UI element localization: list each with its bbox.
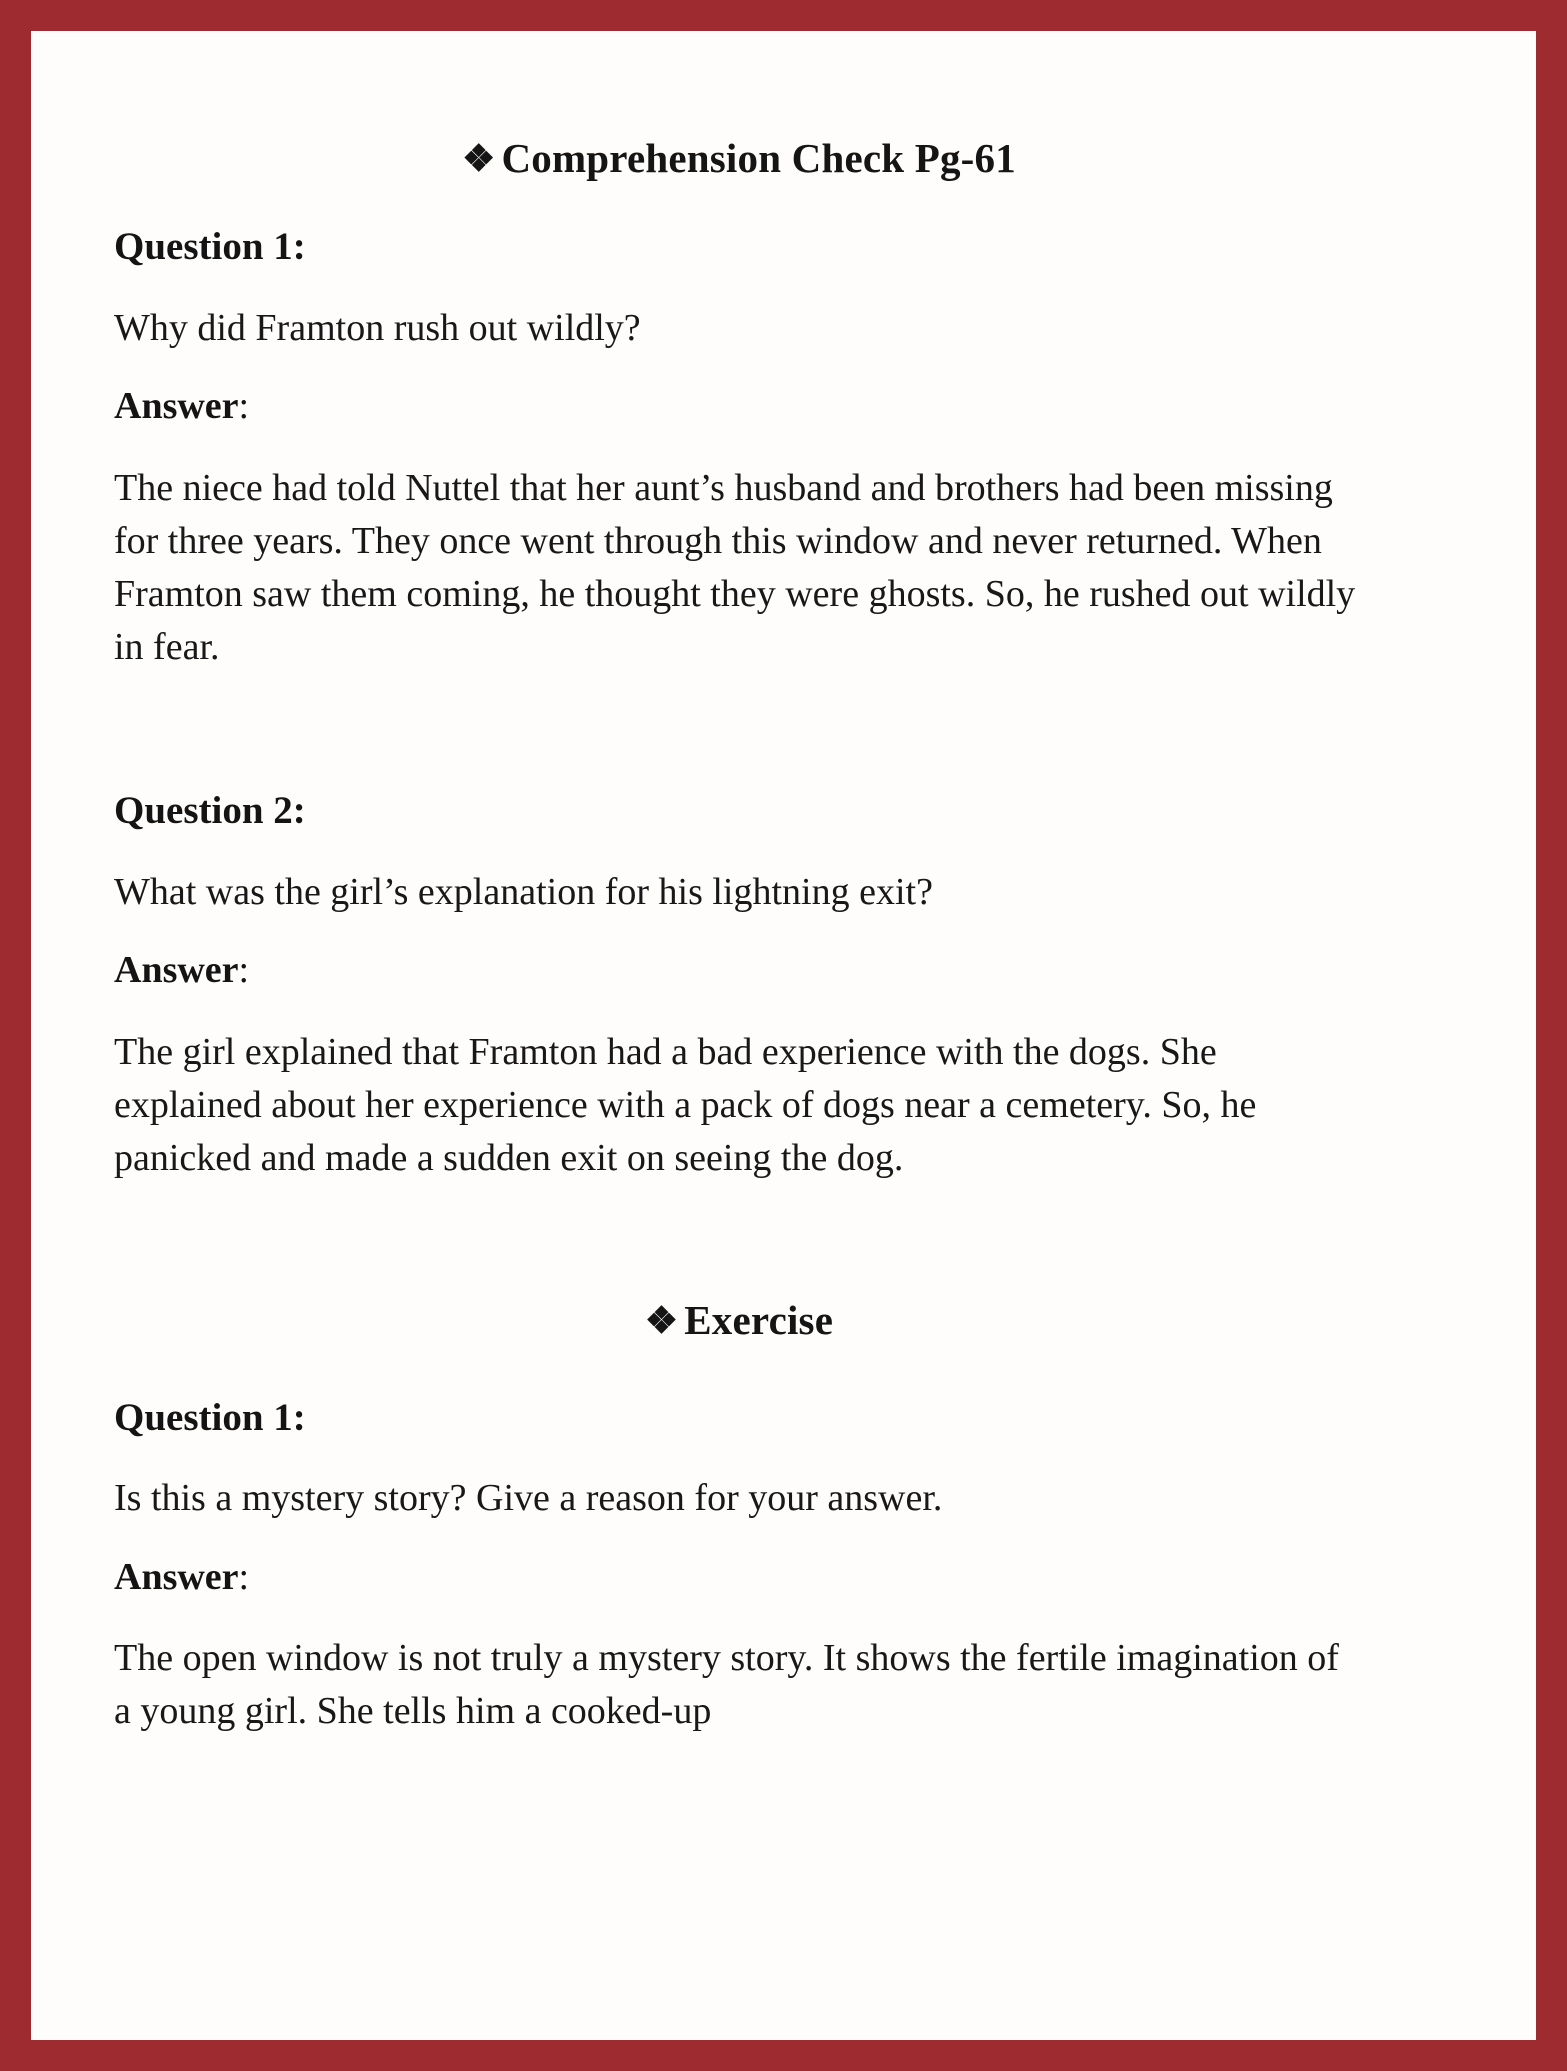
- answer-label-colon: :: [238, 385, 250, 428]
- diamond-bullet-icon: ❖: [644, 1301, 679, 1343]
- section-heading-text: Comprehension Check Pg-61: [501, 135, 1016, 181]
- spacer: [114, 1347, 1364, 1393]
- spacer: [114, 674, 1364, 786]
- answer-label-word: Answer: [114, 1555, 239, 1598]
- spacer: [114, 1443, 1364, 1473]
- spacer: [114, 1602, 1364, 1632]
- exercise-question-label-1: Question 1:: [114, 1395, 306, 1439]
- spacer: [114, 1185, 1364, 1295]
- spacer: [114, 996, 1364, 1026]
- answer-text-2: The girl explained that Framton had a bad experience with the dogs. She explained about her experience with a pack of dogs near a cemetery. So, he panicked and made a sudden exit on seeing the dog.: [114, 1030, 1257, 1180]
- document-content: [114, 91, 1364, 1738]
- answer-label-colon: :: [238, 1555, 250, 1598]
- spacer: [114, 354, 1364, 382]
- exercise-answer-label-1: [114, 1553, 1364, 1602]
- section-heading-text: Exercise: [684, 1297, 834, 1344]
- exercise-question-text-1: Is this a mystery story? Give a reason for your answer.: [114, 1477, 943, 1520]
- question-label-1: Question 1:: [114, 225, 306, 269]
- question-text-1: Why did Framton rush out wildly?: [114, 306, 641, 349]
- spacer: [114, 432, 1364, 462]
- answer-label-word: Answer: [114, 949, 239, 992]
- answer-text-1: The niece had told Nuttel that her aunt’s husband and brothers had been missing for three years. They once went through this window and never returned. When Framton saw them coming, he thought they were ghosts. So, he rushed out wildly in fear.: [114, 466, 1356, 669]
- question-label-2: Question 2:: [114, 789, 306, 833]
- spacer: [114, 1525, 1364, 1553]
- answer-label-colon: :: [238, 949, 250, 992]
- answer-label-1: [114, 382, 1364, 431]
- spacer: [114, 918, 1364, 946]
- page-surface: [31, 31, 1536, 2040]
- answer-label-word: Answer: [114, 385, 239, 428]
- exercise-answer-text-1: The open window is not truly a mystery story. It shows the fertile imagination of a young girl. She tells him a cooked-up: [114, 1636, 1339, 1733]
- diamond-bullet-icon: ❖: [462, 139, 496, 180]
- section-heading-comprehension-check: [114, 133, 1364, 184]
- spacer: [114, 273, 1364, 303]
- spacer: [114, 184, 1364, 222]
- answer-label-2: [114, 946, 1364, 995]
- question-text-2: What was the girl’s explanation for his lightning exit?: [114, 871, 933, 914]
- spacer: [114, 837, 1364, 867]
- section-heading-exercise: [114, 1295, 1364, 1346]
